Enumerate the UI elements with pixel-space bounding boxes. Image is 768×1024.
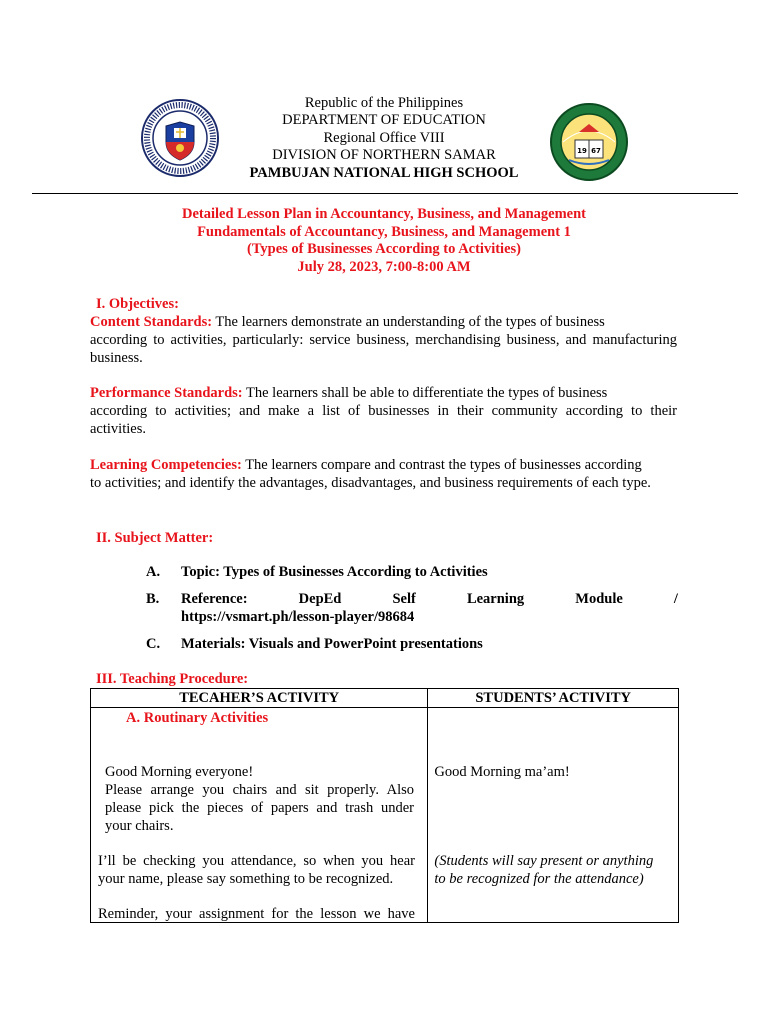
header-region: Regional Office VIII	[323, 130, 445, 146]
students-activity-cell	[428, 708, 679, 923]
performance-standards-line1: The learners shall be able to differentiate the types of business	[242, 385, 608, 401]
header-divider	[32, 193, 738, 194]
subject-item-a-marker: A.	[146, 564, 161, 580]
students-attendance-line1: (Students will say present or anything	[434, 853, 654, 869]
content-standards-label: Content Standards:	[90, 314, 213, 330]
teacher-arrange-line3: your chairs.	[105, 818, 174, 834]
content-standards-line3: business.	[90, 350, 143, 366]
seal-year-b: 67	[591, 147, 601, 155]
title-date: July 28, 2023, 7:00-8:00 AM	[297, 259, 471, 275]
col-header-teacher: TECAHER’S ACTIVITY	[91, 689, 428, 708]
reference-url[interactable]: https://vsmart.ph/lesson-player/98684	[181, 609, 415, 625]
routinary-activities-heading: A. Routinary Activities	[126, 710, 269, 726]
title-line2: Fundamentals of Accountancy, Business, and Management 1	[197, 224, 571, 240]
subject-item-topic: Topic: Types of Businesses According to Activities	[181, 564, 488, 580]
objectives-heading: I. Objectives:	[96, 296, 179, 312]
performance-standards	[90, 384, 677, 438]
content-standards-line1: The learners demonstrate an understanding of the types of business	[212, 314, 605, 330]
teaching-procedure-heading: III. Teaching Procedure:	[96, 671, 249, 687]
teacher-arrange-line1: Please arrange you chairs and sit properly. Also	[105, 782, 414, 798]
teacher-arrange-line2: please pick the pieces of papers and trash under	[105, 800, 414, 816]
header-school: PAMBUJAN NATIONAL HIGH SCHOOL	[249, 165, 519, 181]
learning-competencies	[90, 456, 677, 492]
reference-word-4: Learning	[466, 591, 525, 607]
title-line1: Detailed Lesson Plan in Accountancy, Business, and Management	[181, 206, 587, 222]
learning-competencies-line2: to activities; and identify the advantages, disadvantages, and business requirements of each type.	[90, 475, 651, 491]
reference-word-5: Module	[575, 591, 623, 607]
subject-item-b-marker: B.	[146, 591, 160, 607]
seal-year-a: 19	[577, 147, 587, 155]
students-attendance-line2: to be recognized for the attendance)	[434, 871, 644, 887]
header-republic: Republic of the Philippines	[304, 95, 464, 111]
reference-word-3: Self	[392, 591, 416, 607]
teacher-greeting: Good Morning everyone!	[105, 764, 254, 780]
subject-item-reference	[181, 590, 678, 608]
content-standards	[90, 313, 677, 367]
header-division: DIVISION OF NORTHERN SAMAR	[272, 147, 496, 163]
performance-standards-line3: activities.	[90, 421, 146, 437]
performance-standards-label: Performance Standards:	[90, 385, 243, 401]
teacher-attendance-line1: I’ll be checking you attendance, so when you hear	[98, 853, 415, 869]
learning-competencies-line1: The learners compare and contrast the types of businesses according	[241, 457, 642, 473]
reference-word-1: Reference:	[181, 591, 248, 607]
teaching-procedure-table	[90, 688, 679, 923]
header-department: DEPARTMENT OF EDUCATION	[282, 112, 486, 128]
content-standards-line2: according to activities, particularly: service business, merchandising business, and manufacturing	[90, 332, 677, 348]
teacher-attendance-line2: your name, please say something to be recognized.	[98, 871, 394, 887]
teacher-activity-cell	[91, 708, 428, 923]
subject-item-materials: Materials: Visuals and PowerPoint presentations	[181, 636, 483, 652]
students-greeting: Good Morning ma’am!	[434, 764, 570, 780]
title-line3: (Types of Businesses According to Activities)	[246, 241, 521, 257]
reference-word-2: DepEd	[298, 591, 342, 607]
reference-word-6: /	[673, 591, 678, 607]
learning-competencies-label: Learning Competencies:	[90, 457, 242, 473]
subject-item-c-marker: C.	[146, 636, 161, 652]
teacher-reminder-line1: Reminder, your assignment for the lesson we have	[98, 906, 415, 922]
col-header-students: STUDENTS’ ACTIVITY	[428, 689, 679, 708]
performance-standards-line2: according to activities; and make a list of businesses in their community according to their	[90, 403, 677, 419]
subject-matter-heading: II. Subject Matter:	[96, 530, 214, 546]
